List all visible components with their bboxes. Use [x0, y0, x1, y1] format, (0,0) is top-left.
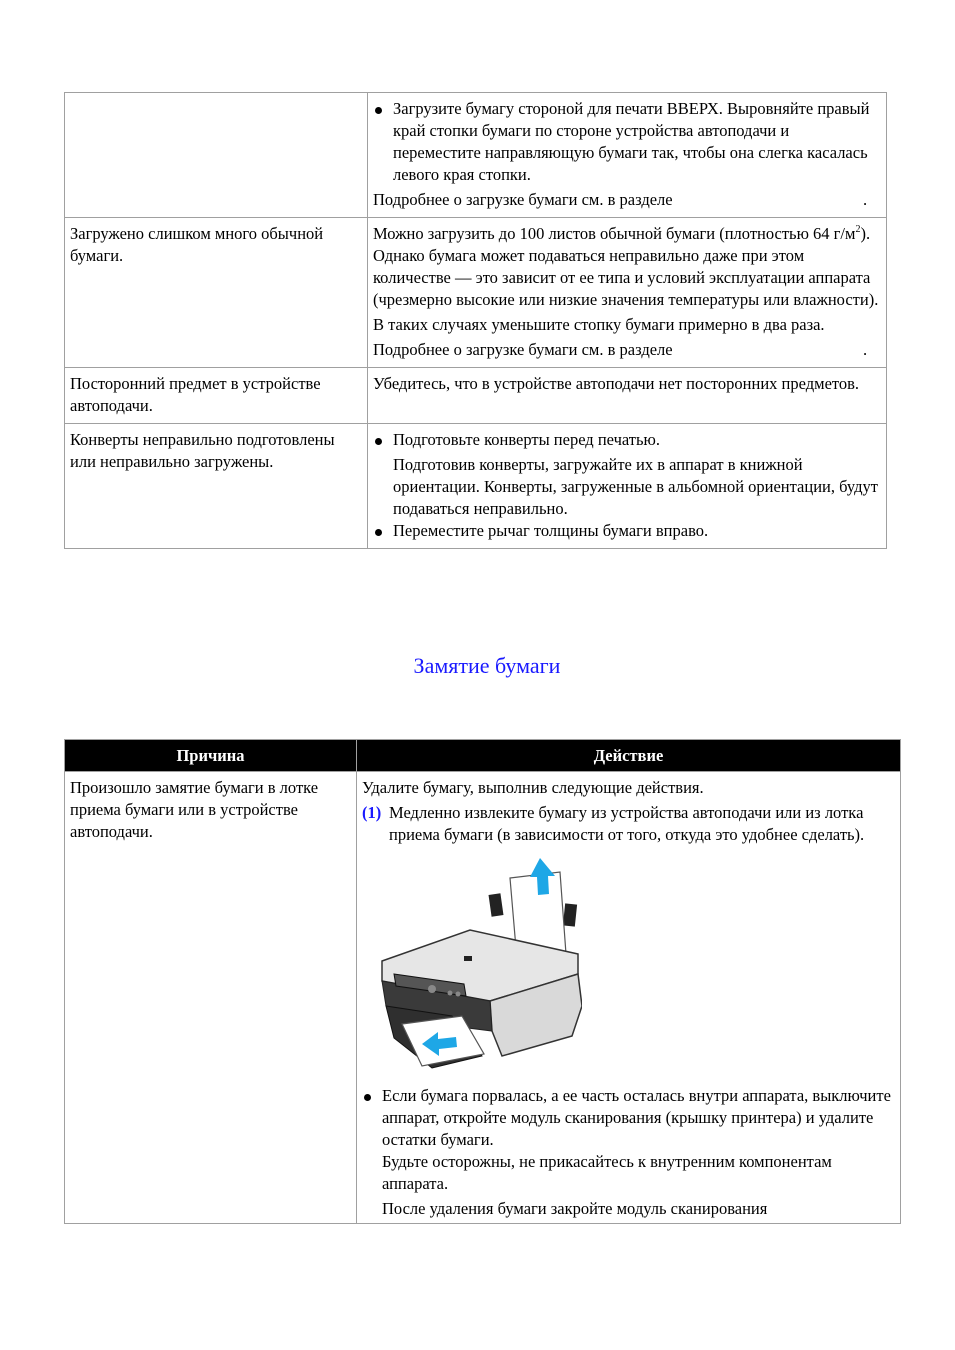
step-item — [362, 802, 895, 846]
bullet-note: Будьте осторожны, не прикасайтесь к внутренним компонентам аппарата. — [382, 1152, 832, 1193]
bullet-item: Подготовьте конверты перед печатью. — [373, 429, 881, 451]
table-row — [65, 424, 887, 549]
bullet-item: Переместите рычаг толщины бумаги вправо. — [373, 520, 881, 542]
action-cell — [368, 424, 887, 549]
table-row — [65, 93, 887, 218]
action-cell: Убедитесь, что в устройстве автоподачи нет посторонних предметов. — [368, 368, 887, 424]
reference-text: Подробнее о загрузке бумаги см. в разделе — [373, 190, 673, 209]
cause-cell: Посторонний предмет в устройстве автоподачи. — [65, 368, 368, 424]
paragraph — [373, 223, 881, 311]
intro-text: Удалите бумагу, выполнив следующие действия. — [362, 778, 704, 797]
column-header-action: Действие — [357, 740, 901, 772]
printer-image-icon — [372, 856, 582, 1071]
printer-illustration — [372, 856, 582, 1071]
text: Можно загрузить до 100 листов обычной бумаги (плотностью 64 г/м — [373, 224, 856, 243]
column-header-cause: Причина — [65, 740, 357, 772]
cause-cell — [65, 93, 368, 218]
paragraph: В таких случаях уменьшите стопку бумаги примерно в два раза. — [373, 315, 825, 334]
troubleshooting-table-jam — [64, 739, 901, 1224]
cause-cell: Произошло замятие бумаги в лотке приема бумаги или в устройстве автоподачи. — [65, 772, 357, 1224]
reference-link-placeholder[interactable]: . — [863, 340, 868, 359]
step-number: (1) — [362, 803, 382, 822]
table-header-row — [65, 740, 901, 772]
reference-line — [373, 339, 881, 361]
reference-link-placeholder[interactable]: . — [863, 190, 868, 209]
reference-text: Подробнее о загрузке бумаги см. в разделе — [373, 340, 673, 359]
bullet-after-text: После удаления бумаги закройте модуль сканирования — [382, 1199, 768, 1218]
bullet-item: Если бумага порвалась, а ее часть осталась внутри аппарата, выключите аппарат, откройте модуль сканирования (крышку принтера) и удалите остатки бумаги. — [362, 1085, 895, 1151]
cause-cell: Конверты неправильно подготовлены или неправильно загружены. — [65, 424, 368, 549]
bullet-item: Загрузите бумагу стороной для печати ВВЕРХ. Выровняйте правый край стопки бумаги по стороне устройства автоподачи и переместите направляющую бумаги так, чтобы она слегка касалась левого края стопки. — [373, 98, 881, 186]
superscript: 2 — [855, 224, 861, 235]
text: ). Однако бумага может подаваться неправильно даже при этом количестве — это зависит от ее типа и условий эксплуатации аппарата (чрезмерно высокие или низкие значения температуры или влажности). — [373, 224, 879, 309]
table-row — [65, 772, 901, 1224]
table-row — [65, 218, 887, 368]
table-row — [65, 368, 887, 424]
step-text: Медленно извлеките бумагу из устройства автоподачи или из лотка приема бумаги (в зависимости от того, откуда это удобнее сделать). — [389, 803, 865, 844]
action-cell — [368, 93, 887, 218]
bullet-detail: Подготовив конверты, загружайте их в аппарат в книжной ориентации. Конверты, загруженные в альбомной ориентации, будут подаваться неправильно. — [393, 455, 878, 518]
section-title: Замятие бумаги — [413, 653, 561, 678]
cause-cell: Загружено слишком много обычной бумаги. — [65, 218, 368, 368]
troubleshooting-table-feed — [64, 92, 887, 549]
action-cell — [368, 218, 887, 368]
reference-line — [373, 189, 881, 211]
action-cell — [357, 772, 901, 1224]
